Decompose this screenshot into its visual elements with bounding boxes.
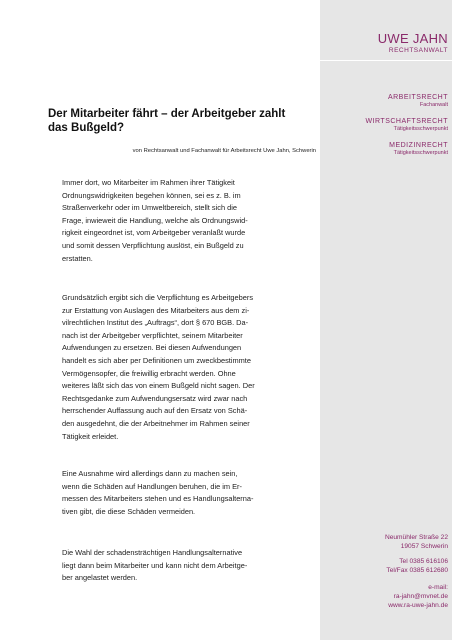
- practice-area-medical-law: [389, 141, 448, 157]
- contact-tel: Tel 0385 616106: [399, 558, 448, 565]
- text-line: messen des Mitarbeiters stehen und es Handlungsalterna-: [62, 494, 254, 504]
- text-line: Immer dort, wo Mitarbeiter im Rahmen ihrer Tätigkeit: [62, 178, 235, 187]
- practice-area-name: ARBEITSRECHT: [387, 94, 448, 101]
- text-line: weiteres läßt sich das von einem Bußgeld nicht sagen. Der: [62, 381, 255, 391]
- text-line: Frage, inwieweit die Handlung, welche als Ordnungswid-: [62, 215, 248, 225]
- article-title-line: Der Mitarbeiter fährt – der Arbeitgeber zahlt: [48, 108, 286, 120]
- contact-online: [388, 583, 448, 610]
- practice-area-labor-law: [388, 93, 448, 109]
- article-title-line: das Bußgeld?: [48, 122, 125, 134]
- practice-area-qualifier: Tätigkeitsschwerpunkt: [393, 150, 448, 156]
- practice-area-qualifier: Tätigkeitsschwerpunkt: [393, 126, 448, 132]
- text-line: wenn die Schäden auf Handlungen beruhen, die im Er-: [62, 481, 242, 491]
- contact-fax: Tel/Fax 0385 612680: [386, 567, 448, 574]
- contact-email-link[interactable]: ra-jahn@mvnet.de: [393, 593, 448, 600]
- text-line: Grundsätzlich ergibt sich die Verpflichtung es Arbeitgebers: [62, 293, 254, 302]
- practice-area-qualifier: Fachanwalt: [419, 102, 448, 108]
- practice-area-business-law: [365, 117, 448, 133]
- contact-email-label: e-mail:: [428, 584, 448, 591]
- text-line: Eine Ausnahme wird allerdings dann zu machen sein,: [62, 469, 238, 478]
- text-line: und somit dessen Verpflichtung auslöst, ein Bußgeld zu: [62, 240, 244, 250]
- text-line: handelt es sich aber per Definitionen um zweckbestimmte: [62, 355, 251, 365]
- text-line: ber angelastet werden.: [62, 573, 138, 583]
- text-line: liegt dann beim Mitarbeiter und kann nicht dem Arbeitge-: [62, 560, 248, 570]
- article-title: [48, 107, 308, 135]
- article-byline: von Rechtsanwalt und Fachanwalt für Arbeitsrecht Uwe Jahn, Schwerin: [132, 148, 316, 154]
- text-line: rigkeit eingeordnet ist, vom Arbeitgeber veranlaßt wurde: [62, 228, 246, 238]
- contact-city: 19057 Schwerin: [400, 543, 448, 550]
- article-paragraph: [62, 547, 290, 585]
- text-line: erstatten.: [62, 253, 93, 263]
- text-line: Vermögensopfer, die freiwillig erbracht werden. Ohne: [62, 368, 236, 378]
- text-line: Rechtsgedanke zum Aufwendungsersatz wird zwar nach: [62, 393, 248, 403]
- text-line: vilrechtlichen Institut des „Auftrags“, dort § 670 BGB. Da-: [62, 318, 249, 328]
- article-paragraph: [62, 292, 290, 443]
- contact-phone: [386, 557, 448, 575]
- lawyer-title: RECHTSANWALT: [388, 47, 448, 54]
- text-line: tiven gibt, die diese Schäden vermeiden.: [62, 506, 196, 516]
- header-divider: [320, 60, 452, 61]
- text-line: Tätigkeit erleidet.: [62, 431, 119, 441]
- article-paragraph: [62, 177, 290, 265]
- practice-area-name: MEDIZINRECHT: [389, 142, 448, 149]
- text-line: Straßenverkehr oder im Umweltbereich, stellt sich die: [62, 203, 237, 213]
- contact-street: Neumühler Straße 22: [384, 534, 448, 541]
- lawyer-name: UWE JAHN: [377, 31, 448, 46]
- text-line: den ausgedehnt, die der Arbeitnehmer im Rahmen seiner: [62, 418, 250, 428]
- practice-area-name: WIRTSCHAFTSRECHT: [365, 118, 448, 125]
- text-line: Ordnungswidrigkeiten begehen können, sei es z. B. im: [62, 190, 241, 200]
- text-line: nach ist der Arbeitgeber verpflichtet, seinem Mitarbeiter: [62, 330, 243, 340]
- text-line: Aufwendungen zu ersetzen. Bei diesen Aufwendungen: [62, 343, 242, 353]
- text-line: Die Wahl der schadensträchtigen Handlungsalternative: [62, 548, 243, 557]
- text-line: zur Erstattung von Auslagen des Mitarbeiters aus dem zi-: [62, 305, 250, 315]
- article-paragraph: [62, 468, 290, 518]
- text-line: herrschender Auffassung auch auf den Ersatz von Schä-: [62, 406, 248, 416]
- contact-web-link[interactable]: www.ra-uwe-jahn.de: [388, 602, 448, 609]
- contact-address: [385, 533, 448, 551]
